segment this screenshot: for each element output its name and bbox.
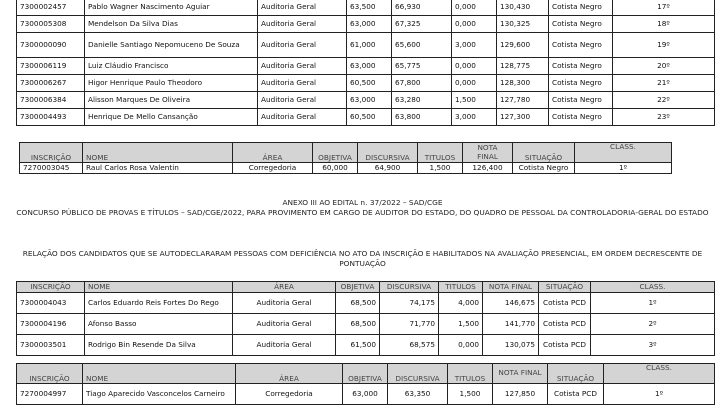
- cell-area: Auditoria Geral: [258, 16, 347, 33]
- table-header-row: [20, 143, 672, 163]
- cell-objetiva: 68,500: [336, 314, 380, 335]
- header-titulos: TITULOS: [448, 364, 493, 384]
- cell-situacao: Cotista Negro: [549, 92, 613, 109]
- cell-titulos: 3,000: [452, 33, 497, 58]
- cell-class: 2º: [591, 314, 715, 335]
- annex-title: ANEXO III AO EDITAL n. 37/2022 – SAD/CGE: [282, 198, 443, 207]
- header-situacao: SITUAÇÃO: [539, 282, 591, 293]
- cell-discursiva: 66,930: [392, 0, 452, 16]
- cell-class: 23º: [613, 109, 715, 126]
- header-nota-final: NOTA FINAL: [463, 143, 513, 163]
- table-row: [17, 293, 715, 314]
- cell-objetiva: 63,000: [347, 16, 392, 33]
- table-header-row: [17, 364, 715, 384]
- cell-nome: Rodrigo Bin Resende Da Silva: [85, 335, 233, 356]
- cell-titulos: 0,000: [452, 16, 497, 33]
- header-nome: NOME: [85, 282, 233, 293]
- header-nome: NOME: [83, 143, 233, 163]
- annex-relation: RELAÇÃO DOS CANDIDATOS QUE SE AUTODECLARARAM PESSOAS COM DEFICIÊNCIA NO ATO DA INSCRIÇÃO E HABILITADOS NA AVALIAÇÃO PRESENCIAL, EM ORDEM DECRESCENTE DE PONTUAÇÃO: [22, 249, 703, 268]
- table-row: [17, 109, 715, 126]
- cell-area: Auditoria Geral: [258, 33, 347, 58]
- cell-objetiva: 60,000: [313, 163, 358, 174]
- cell-inscricao: 7300005308: [17, 16, 85, 33]
- cell-nota-final: 129,600: [497, 33, 549, 58]
- cell-objetiva: 61,000: [347, 33, 392, 58]
- header-discursiva: DISCURSIVA: [358, 143, 418, 163]
- table-row: [17, 33, 715, 58]
- header-discursiva: DISCURSIVA: [380, 282, 439, 293]
- cell-area: Corregedoria: [233, 163, 313, 174]
- cell-area: Auditoria Geral: [258, 92, 347, 109]
- cell-nota-final: 130,075: [483, 335, 539, 356]
- cell-area: Auditoria Geral: [233, 335, 336, 356]
- pcd-corregedoria-table: [16, 363, 715, 405]
- cell-inscricao: 7300004196: [17, 314, 85, 335]
- cell-nome: Danielle Santiago Nepomuceno De Souza: [85, 33, 258, 58]
- header-inscricao: INSCRIÇÃO: [17, 282, 85, 293]
- cell-inscricao: 7300006384: [17, 92, 85, 109]
- table-row: [17, 0, 715, 16]
- cell-area: Auditoria Geral: [258, 75, 347, 92]
- cell-discursiva: 63,350: [388, 384, 448, 405]
- cell-objetiva: 63,500: [347, 0, 392, 16]
- table-row: [17, 335, 715, 356]
- cell-titulos: 0,000: [439, 335, 483, 356]
- cell-discursiva: 74,175: [380, 293, 439, 314]
- top-results-table: [16, 0, 715, 126]
- cell-situacao: Cotista Negro: [513, 163, 575, 174]
- header-titulos: TITULOS: [439, 282, 483, 293]
- cell-discursiva: 71,770: [380, 314, 439, 335]
- cell-area: Auditoria Geral: [233, 293, 336, 314]
- cell-class: 20º: [613, 58, 715, 75]
- cell-objetiva: 68,500: [336, 293, 380, 314]
- header-inscricao: INSCRIÇÃO: [20, 143, 83, 163]
- cell-class: 17º: [613, 0, 715, 16]
- corregedoria-negro-table: [19, 142, 672, 174]
- cell-discursiva: 65,600: [392, 33, 452, 58]
- cell-nota-final: 127,780: [497, 92, 549, 109]
- cell-titulos: 4,000: [439, 293, 483, 314]
- cell-nota-final: 127,850: [493, 384, 548, 405]
- table-row: [17, 92, 715, 109]
- header-titulos: TITULOS: [418, 143, 463, 163]
- cell-objetiva: 61,500: [336, 335, 380, 356]
- cell-discursiva: 64,900: [358, 163, 418, 174]
- cell-nome: Higor Henrique Paulo Theodoro: [85, 75, 258, 92]
- cell-titulos: 1,500: [448, 384, 493, 405]
- cell-area: Auditoria Geral: [233, 314, 336, 335]
- cell-nome: Pablo Wagner Nascimento Aguiar: [85, 0, 258, 16]
- cell-situacao: Cotista Negro: [549, 33, 613, 58]
- header-nome: NOME: [83, 364, 236, 384]
- cell-situacao: Cotista PCD: [548, 384, 604, 405]
- cell-nota-final: 128,775: [497, 58, 549, 75]
- header-nota-final: NOTA FINAL: [493, 364, 548, 384]
- table-row: [17, 384, 715, 405]
- cell-inscricao: 7300002457: [17, 0, 85, 16]
- cell-nota-final: 127,300: [497, 109, 549, 126]
- cell-situacao: Cotista PCD: [539, 293, 591, 314]
- header-situacao: SITUAÇÃO: [548, 364, 604, 384]
- cell-nome: Henrique De Mello Cansanção: [85, 109, 258, 126]
- cell-titulos: 0,000: [452, 58, 497, 75]
- cell-situacao: Cotista Negro: [549, 0, 613, 16]
- cell-discursiva: 68,575: [380, 335, 439, 356]
- header-class: CLASS.: [575, 143, 672, 163]
- table-row: [17, 16, 715, 33]
- header-area: ÁREA: [233, 143, 313, 163]
- cell-nome: Afonso Basso: [85, 314, 233, 335]
- cell-inscricao: 7300003501: [17, 335, 85, 356]
- header-objetiva: OBJETIVA: [336, 282, 380, 293]
- cell-area: Auditoria Geral: [258, 109, 347, 126]
- cell-titulos: 0,000: [452, 75, 497, 92]
- header-objetiva: OBJETIVA: [343, 364, 388, 384]
- cell-class: 3º: [591, 335, 715, 356]
- cell-inscricao: 7300006267: [17, 75, 85, 92]
- cell-discursiva: 67,800: [392, 75, 452, 92]
- cell-situacao: Cotista PCD: [539, 314, 591, 335]
- header-inscricao: INSCRIÇÃO: [17, 364, 83, 384]
- cell-inscricao: 7300000090: [17, 33, 85, 58]
- cell-inscricao: 7270004997: [17, 384, 83, 405]
- cell-situacao: Cotista Negro: [549, 109, 613, 126]
- cell-area: Auditoria Geral: [258, 58, 347, 75]
- cell-situacao: Cotista Negro: [549, 58, 613, 75]
- cell-objetiva: 63,000: [347, 58, 392, 75]
- header-class: CLASS.: [591, 282, 715, 293]
- cell-titulos: 1,500: [439, 314, 483, 335]
- cell-inscricao: 7300004493: [17, 109, 85, 126]
- cell-titulos: 1,500: [418, 163, 463, 174]
- cell-titulos: 0,000: [452, 0, 497, 16]
- cell-class: 21º: [613, 75, 715, 92]
- cell-discursiva: 65,775: [392, 58, 452, 75]
- table-row: [17, 75, 715, 92]
- header-situacao: SITUAÇÃO: [513, 143, 575, 163]
- cell-discursiva: 67,325: [392, 16, 452, 33]
- cell-area: Auditoria Geral: [258, 0, 347, 16]
- cell-class: 1º: [575, 163, 672, 174]
- cell-class: 1º: [604, 384, 715, 405]
- cell-nome: Raul Carlos Rosa Valentin: [83, 163, 233, 174]
- header-area: ÁREA: [233, 282, 336, 293]
- cell-situacao: Cotista Negro: [549, 75, 613, 92]
- cell-objetiva: 63,000: [343, 384, 388, 405]
- cell-class: 19º: [613, 33, 715, 58]
- cell-objetiva: 63,000: [347, 92, 392, 109]
- cell-inscricao: 7300006119: [17, 58, 85, 75]
- header-nota-final: NOTA FINAL: [483, 282, 539, 293]
- cell-situacao: Cotista PCD: [539, 335, 591, 356]
- cell-nome: Mendelson Da Silva Dias: [85, 16, 258, 33]
- cell-nome: Luiz Cláudio Francisco: [85, 58, 258, 75]
- pcd-auditoria-table: [16, 281, 715, 356]
- cell-class: 1º: [591, 293, 715, 314]
- cell-nota-final: 146,675: [483, 293, 539, 314]
- cell-nota-final: 128,300: [497, 75, 549, 92]
- table-header-row: [17, 282, 715, 293]
- cell-discursiva: 63,800: [392, 109, 452, 126]
- cell-class: 18º: [613, 16, 715, 33]
- table-row: [17, 58, 715, 75]
- cell-discursiva: 63,280: [392, 92, 452, 109]
- cell-situacao: Cotista Negro: [549, 16, 613, 33]
- cell-nome: Tiago Aparecido Vasconcelos Carneiro: [83, 384, 236, 405]
- annex-subtitle: CONCURSO PÚBLICO DE PROVAS E TÍTULOS – SAD/CGE/2022, PARA PROVIMENTO EM CARGO DE AUDITOR DO ESTADO, DO QUADRO DE PESSOAL DA CONTROLADORIA-GERAL DO ESTADO: [16, 208, 709, 217]
- cell-titulos: 1,500: [452, 92, 497, 109]
- cell-nota-final: 141,770: [483, 314, 539, 335]
- cell-nome: Alisson Marques De Oliveira: [85, 92, 258, 109]
- table-row: [20, 163, 672, 174]
- header-discursiva: DISCURSIVA: [388, 364, 448, 384]
- header-class: CLASS.: [604, 364, 715, 384]
- cell-nota-final: 130,325: [497, 16, 549, 33]
- cell-objetiva: 60,500: [347, 109, 392, 126]
- cell-objetiva: 60,500: [347, 75, 392, 92]
- cell-titulos: 3,000: [452, 109, 497, 126]
- cell-area: Corregedoria: [236, 384, 343, 405]
- cell-inscricao: 7300004043: [17, 293, 85, 314]
- cell-nota-final: 126,400: [463, 163, 513, 174]
- cell-nota-final: 130,430: [497, 0, 549, 16]
- cell-inscricao: 7270003045: [20, 163, 83, 174]
- header-area: ÁREA: [236, 364, 343, 384]
- cell-class: 22º: [613, 92, 715, 109]
- cell-nome: Carlos Eduardo Reis Fortes Do Rego: [85, 293, 233, 314]
- header-objetiva: OBJETIVA: [313, 143, 358, 163]
- table-row: [17, 314, 715, 335]
